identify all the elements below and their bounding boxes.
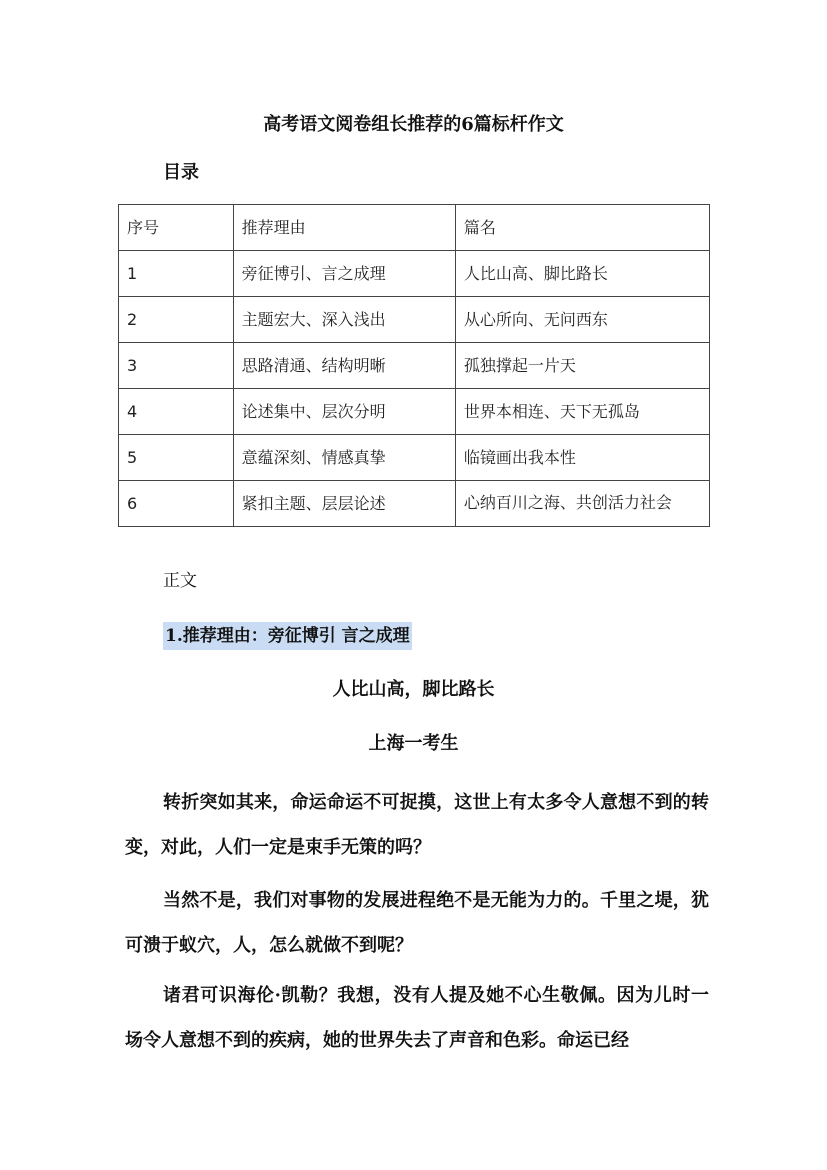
- table-header-row: [119, 205, 710, 251]
- table-cell: 紧扣主题、层层论述: [233, 481, 455, 527]
- table-cell: 论述集中、层次分明: [233, 389, 455, 435]
- table-cell: 世界本相连、天下无孤岛: [455, 389, 709, 435]
- table-header-cell: 篇名: [455, 205, 709, 251]
- table-cell: 意蕴深刻、情感真挚: [233, 435, 455, 481]
- table-header-cell: 序号: [119, 205, 234, 251]
- toc-table: [118, 204, 710, 527]
- essay-paragraph: 转折突如其来，命运命运不可捉摸，这世上有太多令人意想不到的转变，对此，人们一定是束手无策的吗？: [125, 792, 709, 858]
- table-cell: 人比山高、脚比路长: [455, 251, 709, 297]
- table-cell: 旁征博引、言之成理: [233, 251, 455, 297]
- table-cell: 临镜画出我本性: [455, 435, 709, 481]
- table-cell: 6: [119, 481, 234, 527]
- document-title: 高考语文阅卷组长推荐的6篇标杆作文: [263, 114, 564, 135]
- table-cell: 思路清通、结构明晰: [233, 343, 455, 389]
- table-cell: 孤独撑起一片天: [455, 343, 709, 389]
- table-row: [119, 481, 710, 527]
- table-cell: 1: [119, 251, 234, 297]
- section-heading: 1.推荐理由：旁征博引 言之成理: [163, 622, 412, 650]
- table-cell: 5: [119, 435, 234, 481]
- table-row: [119, 435, 710, 481]
- essay-paragraph: 当然不是，我们对事物的发展进程绝不是无能为力的。千里之堤，犹可溃于蚁穴，人，怎么就做不到呢？: [125, 890, 709, 956]
- body-label: 正文: [163, 571, 197, 591]
- essay-title: 人比山高，脚比路长: [332, 679, 495, 700]
- table-header-cell: 推荐理由: [233, 205, 455, 251]
- table-cell: 2: [119, 297, 234, 343]
- table-row: [119, 297, 710, 343]
- table-cell: 心纳百川之海、共创活力社会: [455, 481, 709, 527]
- essay-author: 上海一考生: [368, 733, 459, 754]
- table-row: [119, 251, 710, 297]
- table-cell: 从心所向、无问西东: [455, 297, 709, 343]
- table-cell: 4: [119, 389, 234, 435]
- table-cell: 主题宏大、深入浅出: [233, 297, 455, 343]
- table-cell: 3: [119, 343, 234, 389]
- essay-paragraph: 诸君可识海伦·凯勒？我想，没有人提及她不心生敬佩。因为儿时一场令人意想不到的疾病，她的世界失去了声音和色彩。命运已经: [125, 985, 709, 1051]
- table-row: [119, 389, 710, 435]
- table-row: [119, 343, 710, 389]
- toc-heading: 目录: [163, 162, 199, 183]
